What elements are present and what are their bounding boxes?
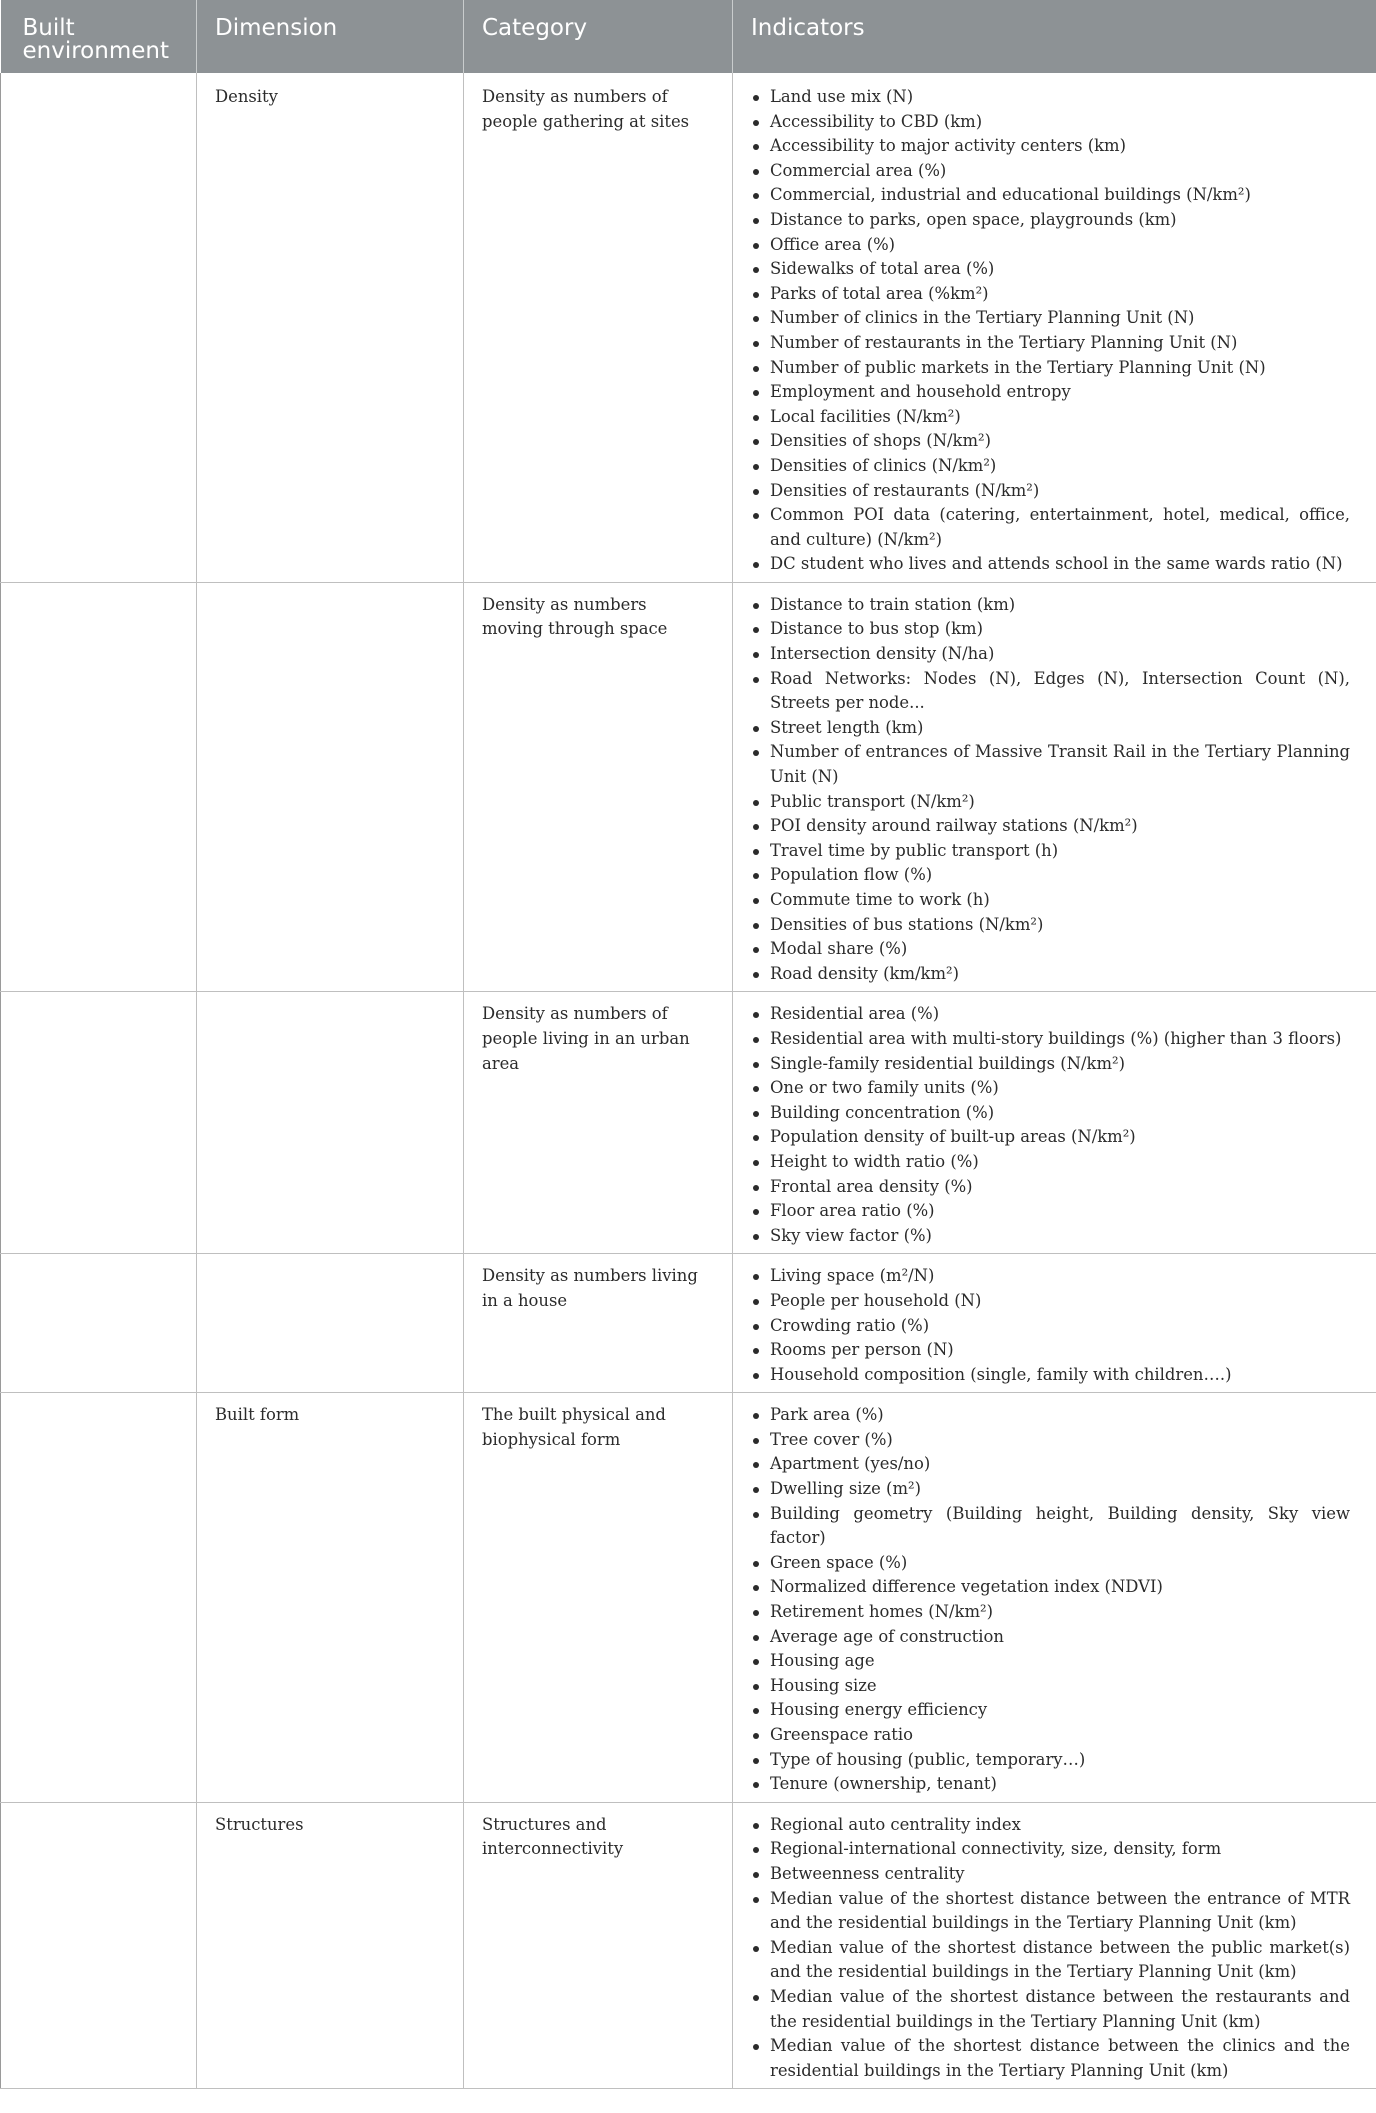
indicator-item: Housing size [751,1674,1350,1699]
indicator-item: Distance to train station (km) [751,593,1350,618]
indicator-item: Number of public markets in the Tertiary Planning Unit (N) [751,356,1350,381]
indicator-item: Housing age [751,1649,1350,1674]
table-row [1,1393,1376,1803]
table-row [1,73,1376,582]
indicator-item: Common POI data (catering, entertainment, hotel, medical, office, and culture) (N/km²) [751,503,1350,552]
indicator-item: Type of housing (public, temporary…) [751,1748,1350,1773]
indicator-item: Frontal area density (%) [751,1175,1350,1200]
built-environment-cell [1,1802,197,2089]
indicator-item: Public transport (N/km²) [751,790,1350,815]
indicator-item: Dwelling size (m²) [751,1477,1350,1502]
category-cell: Density as numbers of people gathering at sites [464,73,733,582]
indicator-item: Distance to parks, open space, playgrounds (km) [751,208,1350,233]
category-cell: Density as numbers living in a house [464,1254,733,1393]
category-cell: Density as numbers of people living in an urban area [464,992,733,1254]
indicator-item: Sky view factor (%) [751,1224,1350,1249]
table-row [1,1802,1376,2089]
indicator-item: DC student who lives and attends school in the same wards ratio (N) [751,552,1350,577]
category-cell: Density as numbers moving through space [464,582,733,992]
indicator-item: Population density of built-up areas (N/km²) [751,1125,1350,1150]
indicator-item: Height to width ratio (%) [751,1150,1350,1175]
header-dimension: Dimension [197,0,464,73]
indicator-item: Densities of bus stations (N/km²) [751,913,1350,938]
indicator-item: Crowding ratio (%) [751,1314,1350,1339]
indicator-item: Number of clinics in the Tertiary Planning Unit (N) [751,306,1350,331]
indicator-item: Densities of restaurants (N/km²) [751,479,1350,504]
indicators-cell [733,1393,1376,1803]
indicator-item: Densities of clinics (N/km²) [751,454,1350,479]
indicator-list [751,85,1350,577]
indicator-item: Normalized difference vegetation index (NDVI) [751,1575,1350,1600]
indicator-item: Commercial area (%) [751,159,1350,184]
indicator-item: Park area (%) [751,1403,1350,1428]
table-header [1,0,1376,73]
table-body [1,73,1376,2089]
built-environment-cell [1,1254,197,1393]
indicator-item: Local facilities (N/km²) [751,405,1350,430]
dimension-cell: Structures [197,1802,464,2089]
category-cell: Structures and interconnectivity [464,1802,733,2089]
dimension-cell [197,992,464,1254]
indicator-item: Travel time by public transport (h) [751,839,1350,864]
built-environment-cell [1,582,197,992]
indicator-item: People per household (N) [751,1289,1350,1314]
header-row [1,0,1376,73]
table-row [1,992,1376,1254]
indicator-item: Number of entrances of Massive Transit Rail in the Tertiary Planning Unit (N) [751,740,1350,789]
indicator-item: Road density (km/km²) [751,962,1350,987]
indicators-cell [733,1802,1376,2089]
indicator-item: Regional-international connectivity, size, density, form [751,1837,1350,1862]
indicator-item: Tree cover (%) [751,1428,1350,1453]
dimension-cell [197,582,464,992]
built-environment-cell [1,1393,197,1803]
indicator-item: Apartment (yes/no) [751,1452,1350,1477]
indicator-item: Tenure (ownership, tenant) [751,1772,1350,1797]
built-environment-cell [1,992,197,1254]
indicator-item: Median value of the shortest distance between the clinics and the residential buildings in the Tertiary Planning Unit (km) [751,2034,1350,2083]
indicator-list [751,1403,1350,1797]
indicator-item: Parks of total area (%km²) [751,282,1350,307]
indicators-cell [733,582,1376,992]
indicator-item: Housing energy efficiency [751,1698,1350,1723]
indicator-item: Residential area (%) [751,1002,1350,1027]
indicator-item: Office area (%) [751,233,1350,258]
indicator-item: Commercial, industrial and educational buildings (N/km²) [751,183,1350,208]
indicator-item: Building geometry (Building height, Building density, Sky view factor) [751,1502,1350,1551]
indicator-item: Regional auto centrality index [751,1813,1350,1838]
indicators-cell [733,73,1376,582]
header-built-environment: Built environment [1,0,197,73]
indicator-item: Green space (%) [751,1551,1350,1576]
indicator-item: Median value of the shortest distance between the public market(s) and the residential buildings in the Tertiary Planning Unit (km) [751,1936,1350,1985]
indicator-item: Single-family residential buildings (N/km²) [751,1052,1350,1077]
dimension-cell: Density [197,73,464,582]
dimension-cell: Built form [197,1393,464,1803]
indicator-item: Median value of the shortest distance between the restaurants and the residential buildings in the Tertiary Planning Unit (km) [751,1985,1350,2034]
indicator-item: Street length (km) [751,716,1350,741]
indicator-item: Building concentration (%) [751,1101,1350,1126]
indicator-list [751,1813,1350,2084]
indicator-item: Living space (m²/N) [751,1264,1350,1289]
indicator-item: Sidewalks of total area (%) [751,257,1350,282]
indicator-item: Household composition (single, family with children….) [751,1363,1350,1388]
indicator-item: Betweenness centrality [751,1862,1350,1887]
indicator-item: Population flow (%) [751,863,1350,888]
indicator-item: Rooms per person (N) [751,1338,1350,1363]
indicator-item: Commute time to work (h) [751,888,1350,913]
built-environment-cell [1,73,197,582]
indicator-item: Greenspace ratio [751,1723,1350,1748]
indicator-item: Road Networks: Nodes (N), Edges (N), Intersection Count (N), Streets per node... [751,667,1350,716]
indicator-item: Densities of shops (N/km²) [751,429,1350,454]
indicators-cell [733,992,1376,1254]
indicator-item: One or two family units (%) [751,1076,1350,1101]
header-indicators: Indicators [733,0,1376,73]
indicator-item: Modal share (%) [751,937,1350,962]
indicator-item: Number of restaurants in the Tertiary Planning Unit (N) [751,331,1350,356]
indicator-item: Intersection density (N/ha) [751,642,1350,667]
header-category: Category [464,0,733,73]
dimension-cell [197,1254,464,1393]
table-row [1,1254,1376,1393]
indicator-list [751,1002,1350,1248]
indicator-item: POI density around railway stations (N/km²) [751,814,1350,839]
indicator-item: Employment and household entropy [751,380,1350,405]
indicator-item: Residential area with multi-story buildings (%) (higher than 3 floors) [751,1027,1350,1052]
indicator-list [751,1264,1350,1387]
indicator-item: Accessibility to CBD (km) [751,110,1350,135]
indicator-item: Average age of construction [751,1625,1350,1650]
indicator-item: Median value of the shortest distance between the entrance of MTR and the residential buildings in the Tertiary Planning Unit (km) [751,1887,1350,1936]
indicator-list [751,593,1350,987]
indicator-item: Land use mix (N) [751,85,1350,110]
indicator-item: Floor area ratio (%) [751,1199,1350,1224]
table-row [1,582,1376,992]
indicators-cell [733,1254,1376,1393]
indicator-item: Accessibility to major activity centers (km) [751,134,1350,159]
indicator-item: Distance to bus stop (km) [751,617,1350,642]
category-cell: The built physical and biophysical form [464,1393,733,1803]
indicator-item: Retirement homes (N/km²) [751,1600,1350,1625]
